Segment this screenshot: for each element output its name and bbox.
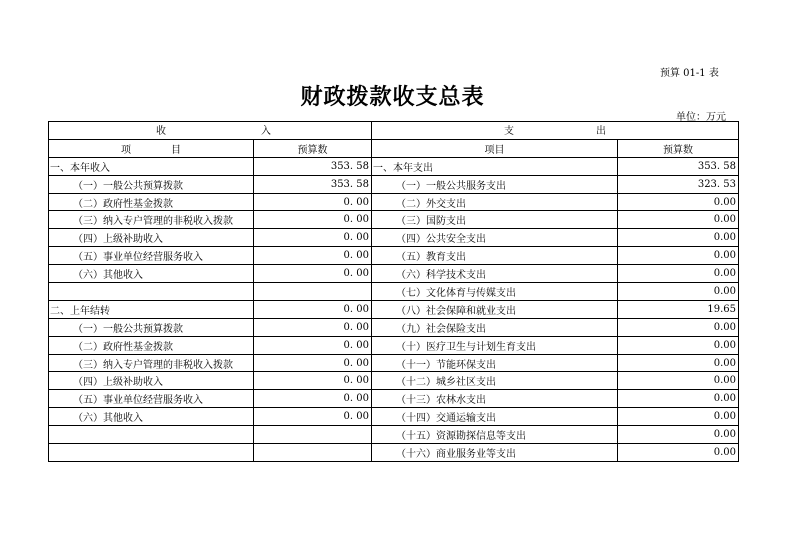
expense-value-cell: 323. 53 xyxy=(618,175,739,193)
table-row xyxy=(49,354,739,372)
income-value-cell: 0. 00 xyxy=(254,229,372,247)
table-row xyxy=(49,157,739,175)
table-row xyxy=(49,265,739,283)
expense-section-header xyxy=(372,122,739,140)
expense-header-right: 出 xyxy=(596,126,606,137)
income-item-cell: 二、上年结转 xyxy=(49,300,254,318)
income-item-cell: （一）一般公共预算拨款 xyxy=(49,318,254,336)
income-item-cell: （四）上级补助收入 xyxy=(49,229,254,247)
expense-value-cell: 353. 58 xyxy=(618,157,739,175)
income-item-cell: （一）一般公共预算拨款 xyxy=(49,175,254,193)
expense-value-cell: 0.00 xyxy=(618,408,739,426)
expense-item-cell: （十二）城乡社区支出 xyxy=(372,372,618,390)
expense-item-header: 项目 xyxy=(372,139,618,157)
expense-value-cell: 0.00 xyxy=(618,390,739,408)
table-row xyxy=(49,444,739,462)
form-number: 预算 01-1 表 xyxy=(660,68,719,79)
expense-item-cell: （二）外交支出 xyxy=(372,193,618,211)
income-value-cell: 0. 00 xyxy=(254,390,372,408)
income-header-left: 收 xyxy=(156,126,166,137)
expense-value-cell: 0.00 xyxy=(618,426,739,444)
income-section-header xyxy=(49,122,372,140)
income-item-cell xyxy=(49,426,254,444)
expense-item-cell: 一、本年支出 xyxy=(372,157,618,175)
header-row-columns xyxy=(49,139,739,157)
income-item-cell: （二）政府性基金拨款 xyxy=(49,336,254,354)
expense-item-cell: （十三）农林水支出 xyxy=(372,390,618,408)
table-row xyxy=(49,336,739,354)
income-item-cell: （三）纳入专户管理的非税收入拨款 xyxy=(49,211,254,229)
income-item-cell: （六）其他收入 xyxy=(49,265,254,283)
expense-value-cell: 0.00 xyxy=(618,354,739,372)
table-row xyxy=(49,300,739,318)
table-row xyxy=(49,390,739,408)
income-value-cell: 0. 00 xyxy=(254,211,372,229)
expense-value-cell: 0.00 xyxy=(618,372,739,390)
income-value-cell: 0. 00 xyxy=(254,265,372,283)
expense-value-cell: 0.00 xyxy=(618,336,739,354)
income-item-cell: （六）其他收入 xyxy=(49,408,254,426)
expense-value-cell: 0.00 xyxy=(618,444,739,462)
expense-value-cell: 0.00 xyxy=(618,265,739,283)
income-header-right: 入 xyxy=(261,126,271,137)
income-item-cell: （五）事业单位经营服务收入 xyxy=(49,247,254,265)
income-item-header xyxy=(49,139,254,157)
expense-item-cell: （五）教育支出 xyxy=(372,247,618,265)
page-title: 财政拨款收支总表 xyxy=(300,84,485,110)
expense-item-cell: （九）社会保险支出 xyxy=(372,318,618,336)
expense-value-cell: 0.00 xyxy=(618,318,739,336)
expense-value-cell: 0.00 xyxy=(618,193,739,211)
item-header-a: 项 xyxy=(121,144,131,156)
item-header-b: 目 xyxy=(171,144,181,156)
income-value-cell: 0. 00 xyxy=(254,193,372,211)
income-value-cell xyxy=(254,426,372,444)
table-row xyxy=(49,229,739,247)
header-row-sections xyxy=(49,122,739,140)
income-value-cell: 0. 00 xyxy=(254,354,372,372)
income-value-cell: 0. 00 xyxy=(254,372,372,390)
income-value-cell: 0. 00 xyxy=(254,300,372,318)
income-value-cell: 0. 00 xyxy=(254,247,372,265)
expense-value-cell: 19.65 xyxy=(618,300,739,318)
income-value-cell: 353. 58 xyxy=(254,175,372,193)
expense-item-cell: （三）国防支出 xyxy=(372,211,618,229)
income-value-cell: 0. 00 xyxy=(254,336,372,354)
expense-header-left: 支 xyxy=(504,126,514,137)
income-item-cell xyxy=(49,283,254,301)
income-item-cell xyxy=(49,444,254,462)
income-item-cell: （三）纳入专户管理的非税收入拨款 xyxy=(49,354,254,372)
table-row xyxy=(49,247,739,265)
table-row xyxy=(49,193,739,211)
expense-item-cell: （十一）节能环保支出 xyxy=(372,354,618,372)
table-row xyxy=(49,318,739,336)
income-value-cell xyxy=(254,444,372,462)
budget-summary-table xyxy=(48,121,739,462)
expense-value-cell: 0.00 xyxy=(618,229,739,247)
income-value-cell: 353. 58 xyxy=(254,157,372,175)
table-row xyxy=(49,283,739,301)
income-item-cell: （四）上级补助收入 xyxy=(49,372,254,390)
income-value-cell: 0. 00 xyxy=(254,408,372,426)
expense-item-cell: （八）社会保障和就业支出 xyxy=(372,300,618,318)
table-row xyxy=(49,426,739,444)
table-row xyxy=(49,372,739,390)
income-value-cell xyxy=(254,283,372,301)
expense-item-cell: （四）公共安全支出 xyxy=(372,229,618,247)
expense-item-cell: （六）科学技术支出 xyxy=(372,265,618,283)
expense-value-cell: 0.00 xyxy=(618,211,739,229)
income-item-cell: （五）事业单位经营服务收入 xyxy=(49,390,254,408)
table-row xyxy=(49,175,739,193)
expense-item-cell: （一）一般公共服务支出 xyxy=(372,175,618,193)
expense-item-cell: （十）医疗卫生与计划生育支出 xyxy=(372,336,618,354)
income-item-cell: （二）政府性基金拨款 xyxy=(49,193,254,211)
expense-value-cell: 0.00 xyxy=(618,283,739,301)
expense-item-cell: （七）文化体育与传媒支出 xyxy=(372,283,618,301)
income-budget-header: 预算数 xyxy=(254,139,372,157)
unit-label: 单位：万元 xyxy=(676,112,726,123)
table-row xyxy=(49,408,739,426)
income-value-cell: 0. 00 xyxy=(254,318,372,336)
income-item-cell: 一、本年收入 xyxy=(49,157,254,175)
expense-item-cell: （十四）交通运输支出 xyxy=(372,408,618,426)
expense-item-cell: （十六）商业服务业等支出 xyxy=(372,444,618,462)
table-row xyxy=(49,211,739,229)
expense-value-cell: 0.00 xyxy=(618,247,739,265)
expense-item-cell: （十五）资源勘探信息等支出 xyxy=(372,426,618,444)
expense-budget-header: 预算数 xyxy=(618,139,739,157)
